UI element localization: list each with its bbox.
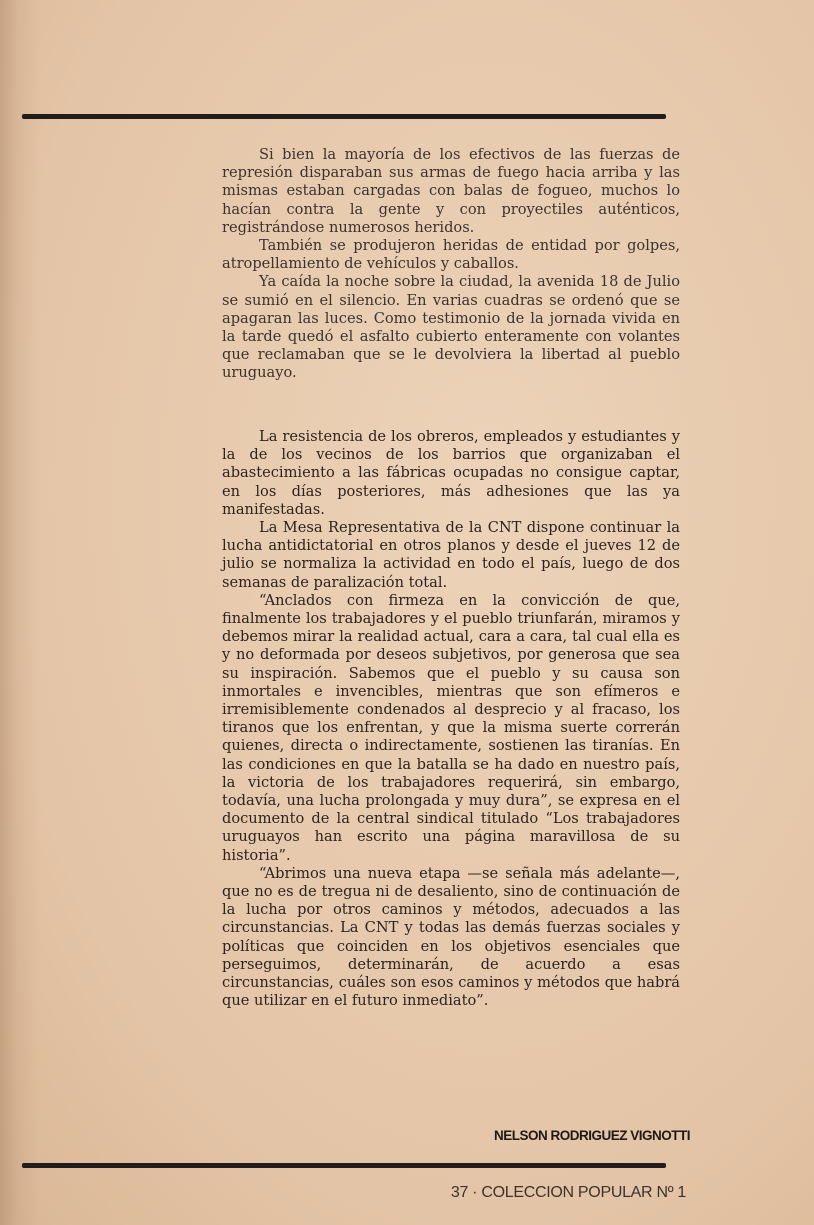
paragraph: Ya caída la noche sobre la ciudad, la avenida 18 de Julio se sumió en el silencio. En varias cuadras se ordenó que se apagaran las luces. Como testimonio de la jornada vivida en la tarde quedó el asfalto cubierto enteramente con volantes que reclamaban que se le devolviera la libertad al pueblo uruguayo.: [222, 273, 680, 382]
paragraph: Si bien la mayoría de los efectivos de las fuerzas de represión disparaban sus armas de fuego hacia arriba y las mismas estaban cargadas con balas de fogueo, muchos lo hacían contra la gente y con proyectiles auténticos, registrándose numerosos heridos.: [222, 146, 680, 236]
paragraph: La Mesa Representativa de la CNT dispone continuar la lucha antidictatorial en otros planos y desde el jueves 12 de julio se normaliza la actividad en todo el país, luego de dos semanas de paralización total.: [222, 519, 680, 591]
paragraph: “Anclados con firmeza en la convicción de que, finalmente los trabajadores y el pueblo triunfarán, miramos y debemos mirar la realidad actual, cara a cara, tal cual ella es y no deformada por deseos subjetivos, por generosa que sea su inspiración. Sabemos que el pueblo y su causa son inmortales e invencibles, mientras que son efímeros e irremisiblemente condenados al desprecio y al fracaso, los tiranos que los enfrentan, y que la misma suerte correrán quienes, directa o indirectamente, sostienen las tiranías. En las condiciones en que la batalla se ha dado en nuestro país, la victoria de los trabajadores requerirá, sin embargo, todavía, una lucha prolongada y muy dura”, se expresa en el documento de la central sindical titulado “Los trabajadores uruguayos han escrito una página maravillosa de su historia”.: [222, 591, 680, 864]
text-block-2: [222, 428, 680, 1011]
bottom-rule: [22, 1163, 666, 1168]
page-footer: 37 · COLECCION POPULAR Nº 1: [450, 1184, 686, 1201]
author-name: NELSON RODRIGUEZ VIGNOTTI: [493, 1128, 690, 1143]
paragraph: La resistencia de los obreros, empleados y estudiantes y la de los vecinos de los barrios que organizaban el abastecimiento a las fábricas ocupadas no consigue captar, en los días posteriores, más adhesiones que las ya manifestadas.: [222, 428, 680, 518]
top-rule: [22, 114, 666, 119]
paragraph: “Abrimos una nueva etapa —se señala más adelante—, que no es de tregua ni de desaliento, sino de continuación de la lucha por otros caminos y métodos, adecuados a las circunstancias. La CNT y todas las demás fuerzas sociales y políticas que coinciden en los objetivos esenciales que perseguimos, determinarán, de acuerdo a esas circunstancias, cuáles son esos caminos y métodos que habrá que utilizar en el futuro inmediato”.: [222, 864, 680, 1010]
paragraph: También se produjeron heridas de entidad por golpes, atropellamiento de vehículos y caballos.: [222, 237, 680, 273]
text-block-1: [222, 146, 680, 383]
